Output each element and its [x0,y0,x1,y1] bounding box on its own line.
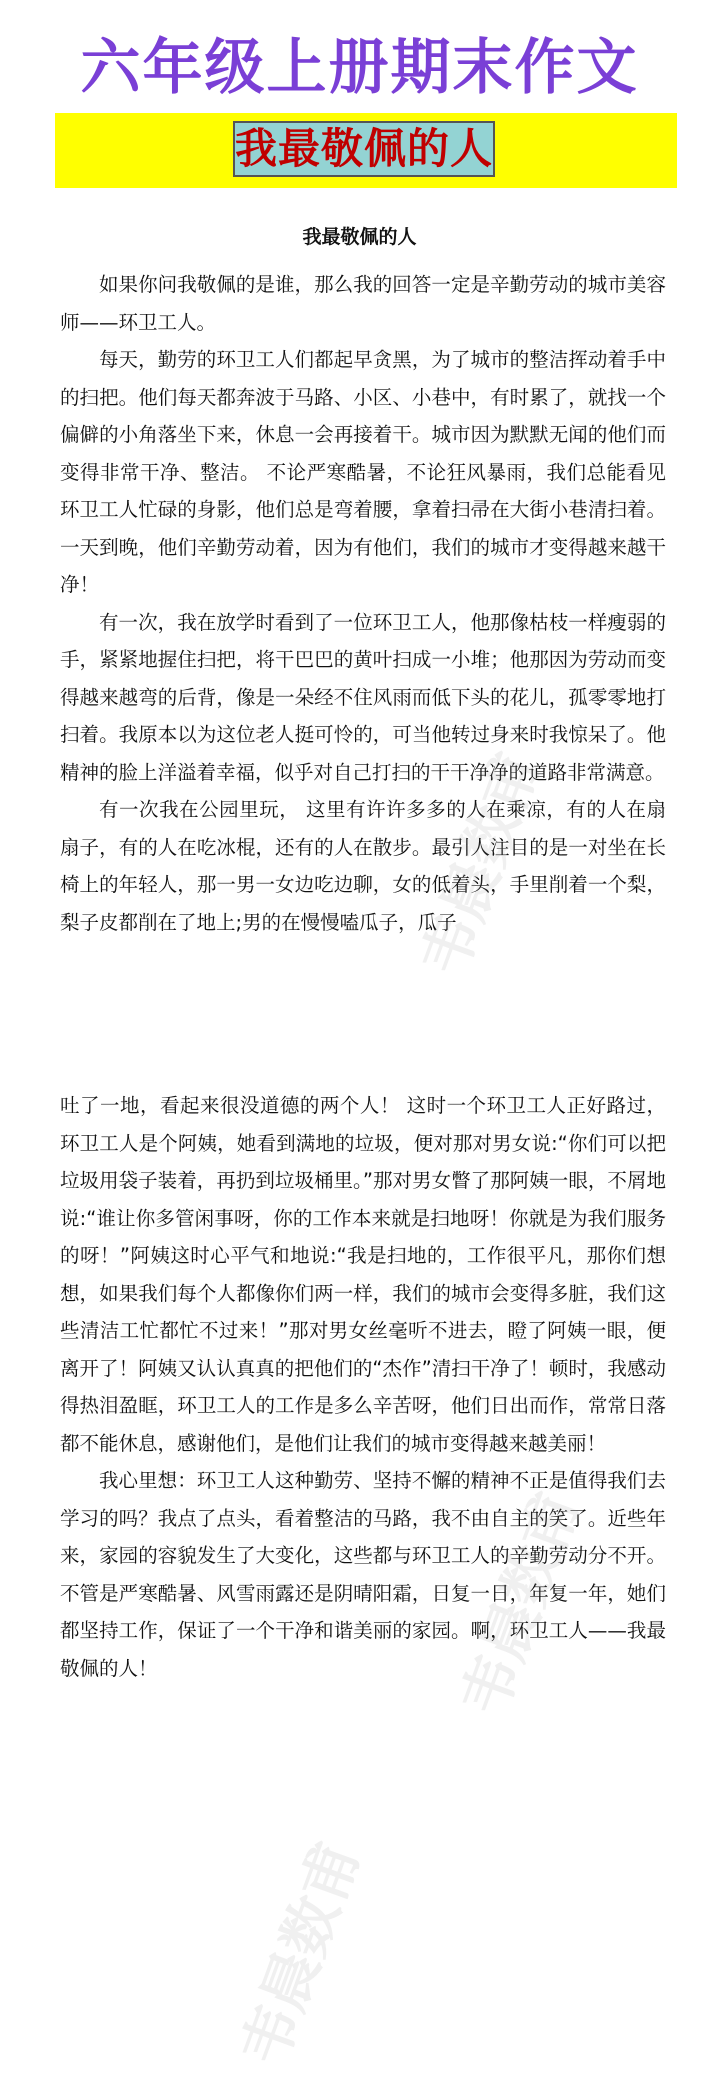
essay-paragraph-1: 如果你问我敬佩的是谁，那么我的回答一定是辛勤劳动的城市美容师——环卫工人。 [60,273,666,334]
page-title: 六年级上册期末作文 [80,33,639,103]
essay-paragraph-4: 有一次我在公园里玩， 这里有许许多多的人在乘凉，有的人在扇扇子，有的人在吃冰棍，还有的人在散步。最引人注目的是一对坐在长椅上的年轻人，那一男一女边吃边聊，女的低着头，手里削着一个梨，梨子皮都削在了地上;男的在慢慢嗑瓜子，瓜子 [60,798,666,934]
essay-title: 我最敬佩的人 [302,226,417,248]
essay-paragraph-3: 有一次，我在放学时看到了一位环卫工人，他那像枯枝一样瘦弱的手，紧紧地握住扫把，将干巴巴的黄叶扫成一小堆；他那因为劳动而变得越来越弯的后背，像是一朵经不住风雨而低下头的花儿，孤零零地打扫着。我原本以为这位老人挺可怜的，可当他转过身来时我惊呆了。他精神的脸上洋溢着幸福，似乎对自己打扫的干干净净的道路非常满意。 [60,610,666,784]
watermark: 韦晨数甫 [449,1483,593,1725]
subtitle-box: 我最敬佩的人 [233,121,495,177]
essay-paragraph-5: 我心里想：环卫工人这种勤劳、坚持不懈的精神不正是值得我们去学习的吗？我点了点头，看着整洁的马路，我不由自主的笑了。近些年来，家园的容貌发生了大变化，这些都与环卫工人的辛勤劳动分不开。不管是严寒酷暑、风雪雨露还是阴晴阳霜，日复一日，年复一年，她们都坚持工作，保证了一个干净和谐美丽的家园。啊，环卫工人——我最敬佩的人！ [60,1469,666,1680]
essay-paragraph-4-continued: 吐了一地，看起来很没道德的两个人！ 这时一个环卫工人正好路过，环卫工人是个阿姨，她看到满地的垃圾，便对那对男女说:“你们可以把垃圾用袋子装着，再扔到垃圾桶里。”那对男女瞥了那阿姨一眼，不屑地说:“谁让你多管闲事呀，你的工作本来就是扫地呀！你就是为我们服务的呀！”阿姨这时心平气和地说:“我是扫地的，工作很平凡，那你们想想，如果我们每个人都像你们两一样，我们的城市会变得多脏，我们这些清洁工忙都忙不过来！”那对男女丝毫听不进去，瞪了阿姨一眼，便离开了！阿姨又认认真真的把他们的“杰作”清扫干净了！顿时，我感动得热泪盈眶，环卫工人的工作是多么辛苦呀，他们日出而作，常常日落都不能休息，感谢他们，是他们让我们的城市变得越来越美丽！ [60,1094,666,1455]
essay-body-bottom [60,1087,666,1687]
essay-body-top [60,266,666,941]
watermark: 韦晨数甫 [229,1833,373,2075]
essay-paragraph-2: 每天，勤劳的环卫工人们都起早贪黑，为了城市的整洁挥动着手中的扫把。他们每天都奔波于马路、小区、小巷中，有时累了，就找一个偏僻的小角落坐下来，休息一会再接着干。城市因为默默无闻的他们而变得非常干净、整洁。 不论严寒酷暑，不论狂风暴雨，我们总能看见环卫工人忙碌的身影，他们总是弯着腰，拿着扫帚在大街小巷清扫着。一天到晚，他们辛勤劳动着，因为有他们，我们的城市才变得越来越干净！ [60,348,666,596]
watermark: 韦晨数甫 [409,743,553,985]
